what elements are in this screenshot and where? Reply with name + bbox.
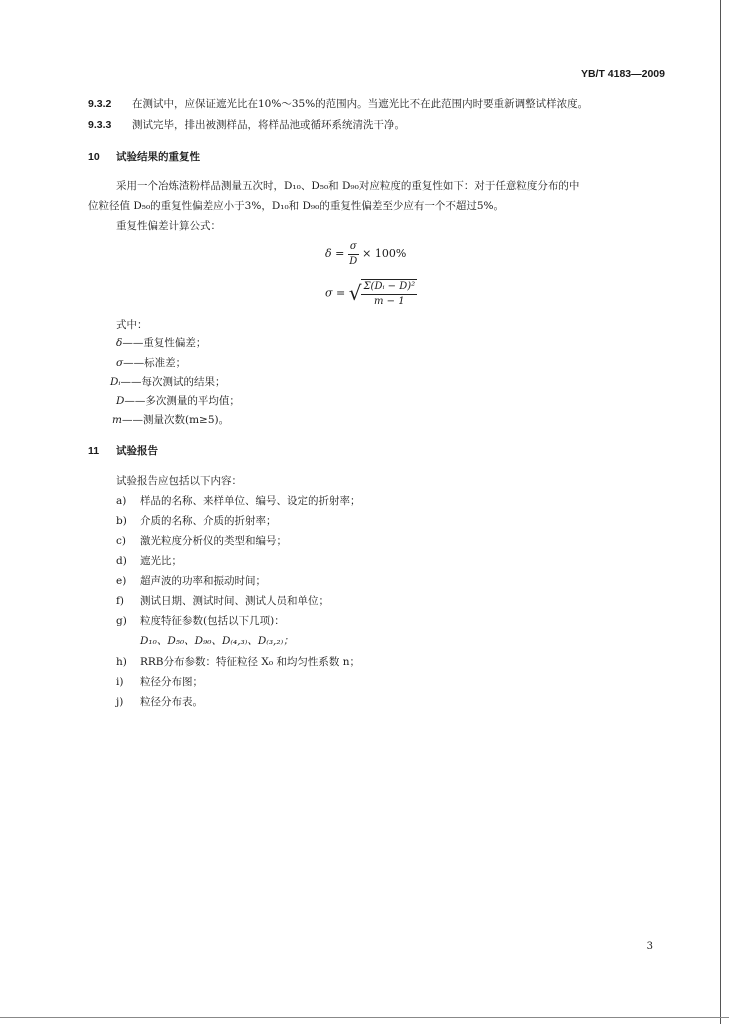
definition-symbol: D (116, 395, 125, 407)
clause-9-3-2 (88, 97, 588, 111)
item-label: c) (116, 535, 126, 547)
item-text: 超声波的功率和振动时间； (140, 575, 266, 587)
page-number: 3 (646, 941, 653, 952)
item-text: 粒度特征参数(包括以下几项)： (140, 615, 285, 627)
item-label: a) (116, 495, 127, 507)
radicand (361, 279, 417, 308)
definition-d-mean (116, 394, 240, 408)
fraction (348, 240, 359, 268)
item-text: 介质的名称、介质的折射率； (140, 515, 277, 527)
item-label: d) (116, 555, 127, 567)
definition-symbol: δ (116, 337, 123, 349)
item-text: 测试日期、测试时间、测试人员和单位； (140, 595, 329, 607)
where-label: 式中： (116, 319, 148, 331)
item-text: 样品的名称、来样单位、编号、设定的折射率； (140, 495, 361, 507)
section-11-heading (88, 444, 158, 458)
definition-delta (116, 336, 206, 350)
section-10-para-line-2: 位粒径值 D₅₀的重复性偏差应小于3%，D₁₀和 D₉₀的重复性偏差至少应有一个不超过5%。 (88, 200, 504, 212)
item-text: 粒径分布图； (140, 676, 203, 688)
radical-sign: √ (348, 281, 362, 305)
fraction-numerator: Σ(Dᵢ − D)² (361, 280, 417, 295)
fraction-denominator: m − 1 (374, 295, 405, 307)
definition-text: ——测量次数(m≥5)。 (121, 414, 230, 426)
definition-m (112, 413, 229, 427)
item-text: 粒径分布表。 (140, 696, 203, 708)
report-item-c (116, 534, 287, 548)
item-text: 遮光比； (140, 555, 182, 567)
section-10-heading (88, 150, 200, 164)
report-item-h (116, 655, 360, 669)
item-label: h) (116, 656, 127, 668)
report-item-b (116, 514, 277, 528)
definition-text: ——重复性偏差； (122, 337, 207, 349)
report-item-d (116, 554, 182, 568)
report-intro: 试验报告应包括以下内容： (116, 475, 242, 487)
item-label: e) (116, 575, 127, 587)
item-label: i) (116, 676, 124, 688)
report-item-g-params (140, 634, 294, 648)
formula-standard-deviation (325, 279, 417, 308)
clause-number: 9.3.2 (88, 98, 112, 110)
definition-symbol: m (112, 414, 122, 426)
report-item-f (116, 594, 329, 608)
item-text: D₁₀、D₅₀、D₉₀、D₍₄,₃₎、D₍₃,₂₎； (140, 635, 294, 647)
formula-lhs: δ = (325, 247, 345, 260)
standard-code-header: YB/T 4183—2009 (580, 68, 665, 80)
item-label: g) (116, 615, 127, 627)
item-label: f) (116, 595, 124, 607)
definition-sigma (116, 356, 186, 370)
page-edge-bottom (0, 1017, 729, 1018)
square-root (349, 279, 417, 308)
section-title: 试验报告 (116, 445, 158, 457)
formula-relative-deviation (325, 240, 406, 268)
formula-rhs: × 100% (362, 247, 407, 260)
formula-lhs: σ = (325, 286, 346, 300)
clause-text: 在测试中，应保证遮光比在10%～35%的范围内。当遮光比不在此范围内时要重新调整试样浓度。 (132, 98, 589, 110)
definition-di (110, 375, 226, 389)
formula-intro: 重复性偏差计算公式： (116, 220, 221, 232)
report-item-i (116, 675, 203, 689)
report-item-g (116, 614, 285, 628)
item-text: 激光粒度分析仪的类型和编号； (140, 535, 287, 547)
section-10-para-line-1: 采用一个冶炼渣粉样品测量五次时，D₁₀、D₅₀和 D₉₀对应粒度的重复性如下：对于任意粒度分布的中 (116, 180, 580, 192)
report-item-a (116, 494, 361, 508)
fraction (361, 280, 417, 308)
definition-text: ——每次测试的结果； (120, 376, 226, 388)
report-item-e (116, 574, 266, 588)
clause-text: 测试完毕，排出被测样品，将样品池或循环系统清洗干净。 (132, 119, 405, 131)
fraction-numerator: σ (348, 240, 359, 255)
fraction-denominator: D (349, 255, 358, 267)
item-label: b) (116, 515, 127, 527)
item-label: j) (116, 696, 124, 708)
page-edge-right (720, 0, 721, 1024)
section-number: 10 (88, 151, 100, 163)
item-text: RRB分布参数：特征粒径 X₀ 和均匀性系数 n； (140, 656, 360, 668)
clause-9-3-3 (88, 118, 405, 132)
section-title: 试验结果的重复性 (116, 151, 200, 163)
definition-text: ——标准差； (123, 357, 187, 369)
section-number: 11 (88, 445, 100, 457)
definition-symbol: Dᵢ (110, 376, 121, 388)
definition-text: ——多次测量的平均值； (124, 395, 240, 407)
report-item-j (116, 695, 203, 709)
definition-symbol: σ (116, 357, 124, 369)
clause-number: 9.3.3 (88, 119, 112, 131)
